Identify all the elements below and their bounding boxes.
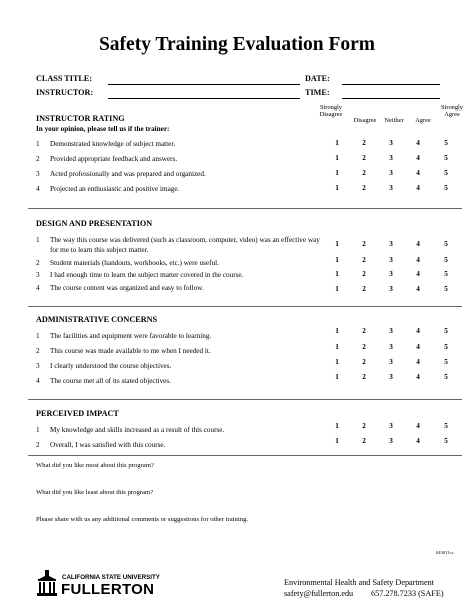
section-title-instructor-rating: INSTRUCTOR RATING (36, 114, 125, 123)
section-title-design-presentation: DESIGN AND PRESENTATION (36, 219, 153, 228)
scale-neither: Neither (384, 117, 404, 124)
rating-option-3[interactable]: 3 (389, 154, 393, 162)
rating-option-1[interactable]: 1 (335, 373, 339, 381)
rating-option-4[interactable]: 4 (416, 240, 420, 248)
rating-option-1[interactable]: 1 (335, 184, 339, 192)
rating-option-5[interactable]: 5 (444, 240, 448, 248)
item-text: Provided appropriate feedback and answers. (50, 155, 178, 163)
item-text: Projected an enthusiastic and positive image. (50, 185, 180, 193)
item-text: The facilities and equipment were favorable to learning. (50, 332, 212, 340)
rating-option-4[interactable]: 4 (416, 437, 420, 445)
rating-option-1[interactable]: 1 (335, 327, 339, 335)
rating-option-2[interactable]: 2 (362, 256, 366, 264)
form-code: 043011cc (436, 550, 454, 555)
rating-option-3[interactable]: 3 (389, 169, 393, 177)
rating-option-3[interactable]: 3 (389, 327, 393, 335)
question-like-most: What did you like most about this program? (36, 462, 154, 469)
item-number: 2 (36, 441, 40, 449)
time-field[interactable] (342, 98, 440, 99)
rating-option-2[interactable]: 2 (362, 343, 366, 351)
rating-option-1[interactable]: 1 (335, 240, 339, 248)
item-number: 4 (36, 377, 40, 385)
rating-option-5[interactable]: 5 (444, 285, 448, 293)
question-like-least: What did you like least about this program? (36, 489, 154, 496)
rating-option-2[interactable]: 2 (362, 184, 366, 192)
question-comments: Please share with us any additional comments or suggestions for other training. (36, 516, 249, 523)
rating-option-1[interactable]: 1 (335, 437, 339, 445)
rating-option-2[interactable]: 2 (362, 373, 366, 381)
csuf-building-icon (36, 569, 58, 597)
rating-option-5[interactable]: 5 (444, 256, 448, 264)
rating-option-2[interactable]: 2 (362, 358, 366, 366)
item-text: I clearly understood the course objectives. (50, 362, 172, 370)
rating-option-3[interactable]: 3 (389, 184, 393, 192)
instructor-field[interactable] (108, 98, 300, 99)
rating-option-2[interactable]: 2 (362, 285, 366, 293)
rating-option-3[interactable]: 3 (389, 358, 393, 366)
item-number: 4 (36, 284, 40, 292)
rating-option-2[interactable]: 2 (362, 437, 366, 445)
rating-option-5[interactable]: 5 (444, 422, 448, 430)
rating-option-1[interactable]: 1 (335, 256, 339, 264)
rating-option-4[interactable]: 4 (416, 358, 420, 366)
rating-option-4[interactable]: 4 (416, 270, 420, 278)
rating-option-4[interactable]: 4 (416, 154, 420, 162)
logo-fullerton: FULLERTON (61, 581, 155, 598)
scale-agree: Agree (415, 117, 431, 124)
rating-option-3[interactable]: 3 (389, 373, 393, 381)
item-number: 1 (36, 140, 40, 148)
item-number: 4 (36, 185, 40, 193)
rating-option-1[interactable]: 1 (335, 270, 339, 278)
item-text: I had enough time to learn the subject matter covered in the course. (50, 271, 244, 279)
item-number: 3 (36, 362, 40, 370)
instructor-label: INSTRUCTOR: (36, 88, 94, 97)
rating-option-1[interactable]: 1 (335, 139, 339, 147)
rating-option-5[interactable]: 5 (444, 154, 448, 162)
rating-option-5[interactable]: 5 (444, 270, 448, 278)
rating-option-2[interactable]: 2 (362, 422, 366, 430)
rating-option-2[interactable]: 2 (362, 270, 366, 278)
rating-option-2[interactable]: 2 (362, 169, 366, 177)
footer-phone: 657.278.7233 (SAFE) (371, 589, 444, 598)
item-number: 1 (36, 426, 40, 434)
rating-option-1[interactable]: 1 (335, 343, 339, 351)
rating-option-2[interactable]: 2 (362, 327, 366, 335)
rating-option-1[interactable]: 1 (335, 422, 339, 430)
footer-department: Environmental Health and Safety Department (284, 578, 435, 587)
item-text: This course was made available to me when I needed it. (50, 347, 211, 355)
section-divider (28, 208, 462, 209)
rating-option-4[interactable]: 4 (416, 169, 420, 177)
item-number: 2 (36, 347, 40, 355)
footer-email[interactable]: safety@fullerton.edu (284, 589, 354, 598)
item-number: 1 (36, 236, 40, 244)
item-number: 1 (36, 332, 40, 340)
scale-strongly-disagree: Strongly Disagree (319, 104, 343, 118)
rating-option-1[interactable]: 1 (335, 169, 339, 177)
rating-option-4[interactable]: 4 (416, 327, 420, 335)
rating-option-5[interactable]: 5 (444, 437, 448, 445)
rating-option-4[interactable]: 4 (416, 184, 420, 192)
rating-option-5[interactable]: 5 (444, 343, 448, 351)
rating-option-1[interactable]: 1 (335, 358, 339, 366)
rating-option-5[interactable]: 5 (444, 358, 448, 366)
rating-option-3[interactable]: 3 (389, 240, 393, 248)
rating-option-4[interactable]: 4 (416, 422, 420, 430)
item-number: 3 (36, 170, 40, 178)
section-title-perceived-impact: PERCEIVED IMPACT (36, 409, 119, 418)
rating-option-5[interactable]: 5 (444, 327, 448, 335)
time-label: TIME: (305, 88, 330, 97)
item-text: The way this course was delivered (such as classroom, computer, video) was an effective way for me to learn this subject matter. (50, 236, 320, 254)
item-text: Student materials (handouts, workbooks, etc.) were useful. (50, 259, 219, 267)
date-label: DATE: (305, 74, 330, 83)
item-text: My knowledge and skills increased as a result of this course. (50, 426, 225, 434)
item-number: 2 (36, 155, 40, 163)
page-title: Safety Training Evaluation Form (98, 34, 376, 55)
section-divider (28, 399, 462, 400)
item-text: Acted professionally and was prepared and organized. (50, 170, 206, 178)
class-title-label: CLASS TITLE: (36, 74, 93, 83)
section-title-administrative-concerns: ADMINISTRATIVE CONCERNS (36, 315, 158, 324)
rating-option-5[interactable]: 5 (444, 373, 448, 381)
item-number: 2 (36, 259, 40, 267)
section-subtitle: In your opinion, please tell us if the trainer: (36, 125, 170, 133)
rating-option-5[interactable]: 5 (444, 169, 448, 177)
rating-option-5[interactable]: 5 (444, 184, 448, 192)
rating-option-4[interactable]: 4 (416, 256, 420, 264)
rating-option-4[interactable]: 4 (416, 373, 420, 381)
rating-option-3[interactable]: 3 (389, 343, 393, 351)
logo-university-line: CALIFORNIA STATE UNIVERSITY (62, 574, 160, 581)
section-divider (28, 455, 462, 456)
item-text: Demonstrated knowledge of subject matter. (50, 140, 176, 148)
rating-option-3[interactable]: 3 (389, 422, 393, 430)
rating-option-5[interactable]: 5 (444, 139, 448, 147)
rating-option-1[interactable]: 1 (335, 154, 339, 162)
rating-option-4[interactable]: 4 (416, 139, 420, 147)
rating-option-2[interactable]: 2 (362, 154, 366, 162)
class-title-field[interactable] (108, 84, 300, 85)
scale-strongly-agree: Strongly Agree (440, 104, 463, 118)
rating-option-4[interactable]: 4 (416, 343, 420, 351)
rating-option-2[interactable]: 2 (362, 240, 366, 248)
date-field[interactable] (342, 84, 440, 85)
rating-option-3[interactable]: 3 (389, 437, 393, 445)
rating-option-3[interactable]: 3 (389, 285, 393, 293)
item-number: 3 (36, 271, 40, 279)
rating-option-4[interactable]: 4 (416, 285, 420, 293)
section-divider (28, 306, 462, 307)
item-text: The course met all of its stated objectives. (50, 377, 171, 385)
scale-disagree: Disagree (353, 117, 377, 124)
rating-option-3[interactable]: 3 (389, 139, 393, 147)
item-text: The course content was organized and easy to follow. (50, 284, 204, 292)
rating-option-3[interactable]: 3 (389, 256, 393, 264)
rating-option-2[interactable]: 2 (362, 139, 366, 147)
item-text: Overall, I was satisfied with this course. (50, 441, 166, 449)
rating-option-1[interactable]: 1 (335, 285, 339, 293)
rating-option-3[interactable]: 3 (389, 270, 393, 278)
